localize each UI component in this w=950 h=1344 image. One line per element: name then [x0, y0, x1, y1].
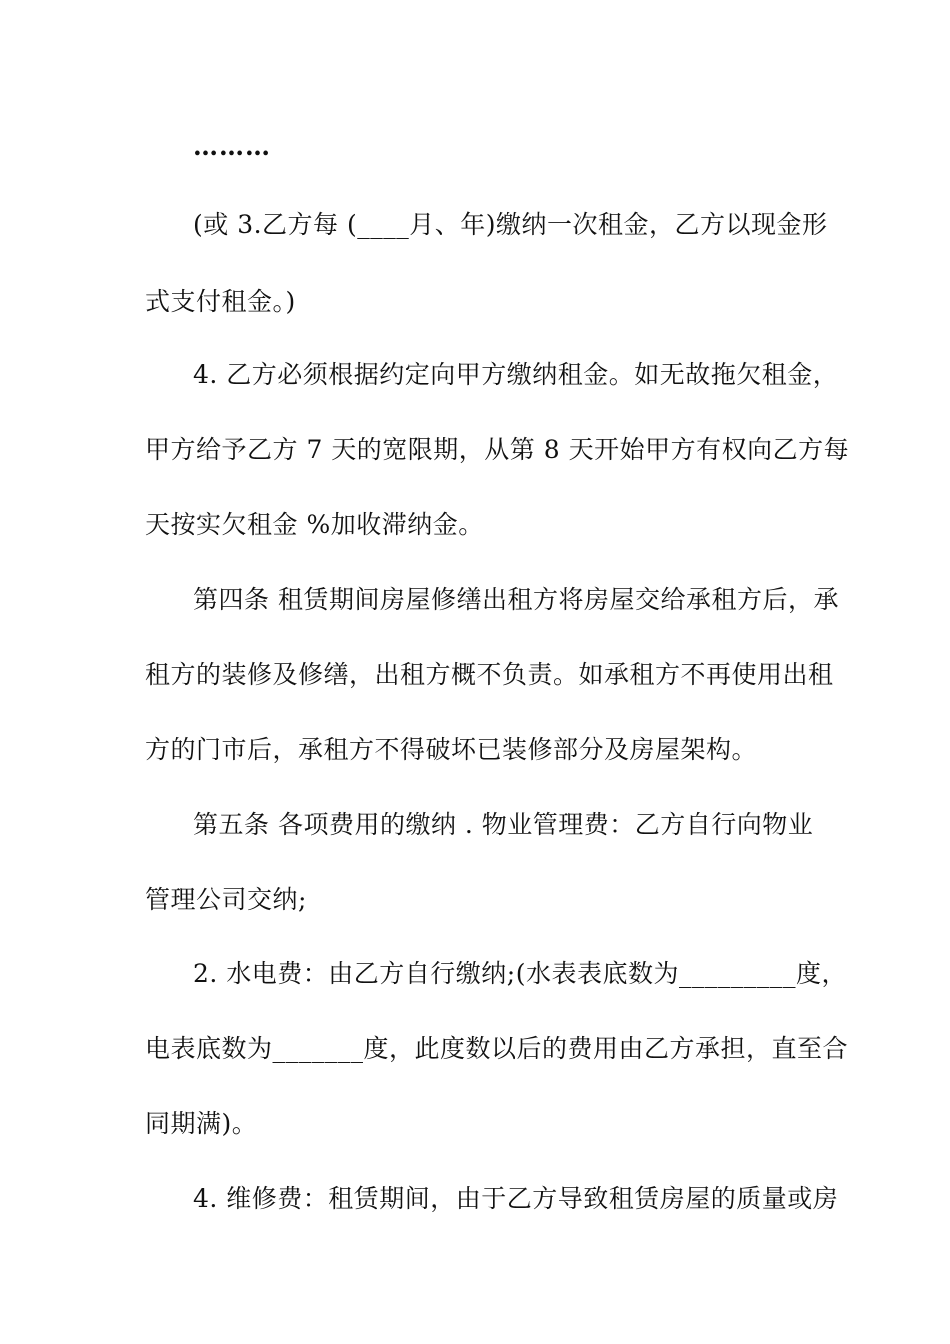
paragraph-line: 租方的装修及修缮，出租方概不负责。如承租方不再使用出租 — [145, 660, 834, 689]
paragraph-line: 电表底数为_______度，此度数以后的费用由乙方承担，直至合 — [145, 1034, 849, 1063]
article-heading-line: 第四条 租赁期间房屋修缮出租方将房屋交给承租方后，承 — [193, 585, 839, 614]
paragraph-line: (或 3.乙方每 (____月、年)缴纳一次租金，乙方以现金形 — [193, 210, 828, 239]
paragraph-line: 方的门市后，承租方不得破坏已装修部分及房屋架构。 — [145, 735, 758, 764]
paragraph-line: 4. 乙方必须根据约定向甲方缴纳租金。如无故拖欠租金， — [193, 360, 839, 389]
paragraph-line: 甲方给予乙方 7 天的宽限期，从第 8 天开始甲方有权向乙方每 — [145, 435, 850, 464]
paragraph-line: 式支付租金。) — [145, 287, 296, 316]
paragraph-line: 4. 维修费：租赁期间，由于乙方导致租赁房屋的质量或房 — [193, 1184, 839, 1213]
paragraph-line: 同期满)。 — [145, 1109, 258, 1138]
paragraph-line: 2. 水电费：由乙方自行缴纳;(水表表底数为_________度， — [193, 959, 847, 988]
article-heading-line: 第五条 各项费用的缴纳 . 物业管理费：乙方自行向物业 — [193, 810, 814, 839]
ellipsis-line: ……… — [193, 132, 271, 161]
paragraph-line: 管理公司交纳; — [145, 885, 307, 914]
paragraph-line: 天按实欠租金 %加收滞纳金。 — [145, 510, 484, 539]
